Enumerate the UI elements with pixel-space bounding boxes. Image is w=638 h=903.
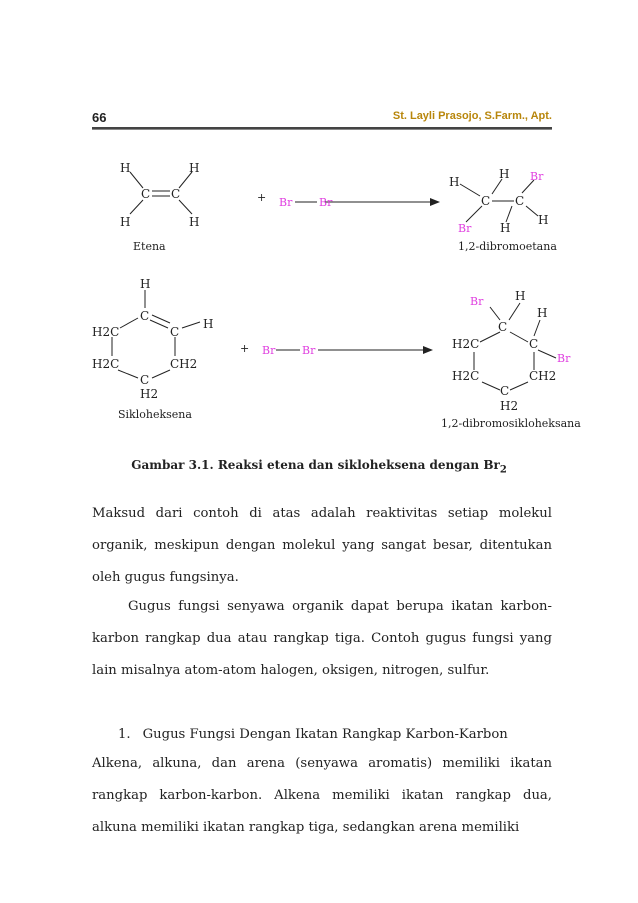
arrow-head — [430, 198, 440, 206]
caption-subscript: 2 — [499, 464, 507, 476]
atom-label: CH2 — [529, 369, 557, 383]
atom-label: C — [141, 187, 151, 201]
atom-label: C — [170, 325, 180, 339]
atom-label: H — [120, 161, 131, 175]
bond — [492, 179, 502, 194]
atom-label: C — [515, 194, 525, 208]
atom-label: C — [498, 320, 508, 334]
reagent-br: Br — [279, 196, 293, 209]
atom-label: H2C — [92, 325, 120, 339]
compound-name-sikloheksena: Sikloheksena — [118, 408, 192, 421]
bond — [509, 303, 520, 320]
atom-label: C — [171, 187, 181, 201]
bond — [152, 370, 170, 378]
atom-label: H — [189, 215, 200, 229]
product-br: Br — [470, 295, 484, 308]
atom-label: H — [189, 161, 200, 175]
compound-name-dibromosikloheksana: 1,2-dibromosikloheksana — [441, 417, 581, 430]
header-rule — [92, 127, 552, 130]
atom-label: C — [529, 337, 539, 351]
paragraph-1: Maksud dari contoh di atas adalah reaktivitas setiap molekul organik, meskipun dengan molekul yang sangat besar, ditentukan oleh gugus fungsinya. — [92, 506, 552, 585]
paragraph-2: Gugus fungsi senyawa organik dapat berupa ikatan karbon-karbon rangkap dua atau rangkap tiga. Contoh gugus fungsi yang lain misalnya atom-atom halogen, oksigen, nitrogen, sulfur. — [92, 599, 552, 678]
bond — [179, 200, 192, 214]
page-number: 66 — [92, 110, 107, 125]
caption-text: Gambar 3.1. Reaksi etena dan sikloheksena dengan Br — [131, 458, 500, 472]
page-header — [92, 108, 552, 130]
bond — [480, 332, 500, 342]
atom-label: H2 — [140, 387, 159, 401]
running-head-author: St. Layli Prasojo, S.Farm., Apt. — [392, 110, 552, 122]
reagent-br: Br — [319, 196, 333, 209]
bond — [538, 350, 556, 358]
bond — [460, 184, 480, 196]
atom-label: C — [500, 384, 510, 398]
bond — [534, 320, 540, 336]
atom-label: H2 — [500, 399, 519, 413]
bond — [510, 382, 528, 390]
bond — [466, 206, 482, 222]
section-heading — [118, 727, 508, 742]
bond — [130, 172, 143, 188]
atom-label: H — [499, 167, 510, 181]
atom-label: H — [515, 289, 526, 303]
product-br: Br — [458, 222, 472, 235]
bond — [490, 307, 500, 320]
bond — [182, 322, 200, 328]
paragraph-3: Alkena, alkuna, dan arena (senyawa aromatis) memiliki ikatan rangkap karbon-karbon. Alkena memiliki ikatan rangkap dua, alkuna memiliki ikatan rangkap tiga, sedangkan arena memiliki — [92, 756, 552, 835]
section-number: 1. — [118, 727, 131, 742]
atom-label: H — [203, 317, 214, 331]
atom-label: H — [500, 221, 511, 235]
plus-sign: + — [257, 191, 267, 204]
atom-label: H2C — [452, 369, 480, 383]
atom-label: C — [140, 309, 150, 323]
atom-label: H — [449, 175, 460, 189]
reagent-br: Br — [302, 344, 316, 357]
compound-name-dibromoetana: 1,2-dibromoetana — [458, 240, 557, 253]
atom-label: CH2 — [170, 357, 198, 371]
bond — [526, 206, 538, 216]
reagent-br: Br — [262, 344, 276, 357]
product-br: Br — [530, 170, 544, 183]
atom-label: H — [538, 213, 549, 227]
atom-label: H — [120, 215, 131, 229]
bond — [130, 200, 143, 214]
bond — [118, 370, 138, 378]
bond — [120, 318, 138, 328]
plus-sign: + — [240, 342, 250, 355]
figure-caption — [0, 458, 638, 475]
compound-name-etena: Etena — [133, 240, 166, 253]
atom-label: C — [140, 373, 150, 387]
atom-label: H — [140, 277, 151, 291]
reaction-figure — [0, 150, 638, 440]
arrow-head — [423, 346, 433, 354]
bond — [510, 332, 528, 342]
atom-label: H — [537, 306, 548, 320]
atom-label: C — [481, 194, 491, 208]
product-br: Br — [557, 352, 571, 365]
atom-label: H2C — [452, 337, 480, 351]
atom-label: H2C — [92, 357, 120, 371]
section-title: Gugus Fungsi Dengan Ikatan Rangkap Karbon-Karbon — [142, 727, 508, 742]
bond — [506, 206, 512, 222]
bond — [482, 382, 500, 390]
